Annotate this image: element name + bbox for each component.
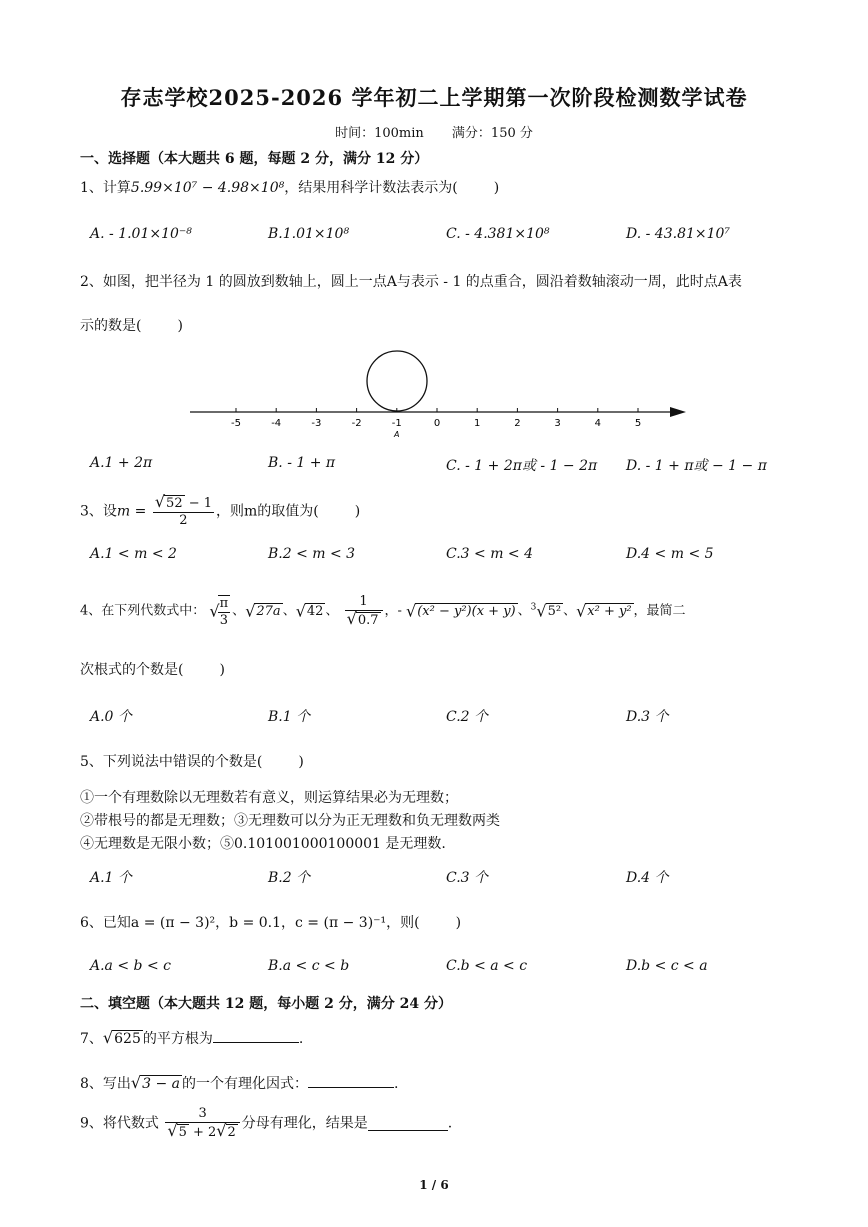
q1-stem-tail: ，结果用科学计数法表示为( xyxy=(284,180,458,196)
q2-option-c: C. - 1 + 2π或 - 1 − 2π xyxy=(446,458,598,474)
q6-option-c: C.b < a < c xyxy=(446,958,528,974)
q9-fraction: $\frac{3}{√5 + 2√2}$ xyxy=(165,1106,239,1141)
question-2: 2、如图，把半径为 1 的圆放到数轴上，圆上一点A与表示 - 1 的点重合，圆沿着数轴滚动一周，此时点A表 xyxy=(80,274,742,290)
q6-option-a: A.a < b < c xyxy=(90,958,171,974)
section-heading-fill: 二、填空题（本大题共 12 题，每小题 2 分，满分 24 分） xyxy=(80,996,452,1012)
axis-tick-label: 1 xyxy=(474,418,481,429)
q4-option-a: A.0 个 xyxy=(90,709,132,725)
question-2-cont: 示的数是( ) xyxy=(80,318,183,334)
section-heading-choice: 一、选择题（本大题共 6 题，每题 2 分，满分 12 分） xyxy=(80,151,429,167)
axis-tick-label: -2 xyxy=(351,418,362,429)
exam-time: 时间：100min xyxy=(335,126,424,141)
q2-option-a: A.1 + 2π xyxy=(90,455,153,471)
q3-option-a: A.1 < m < 2 xyxy=(90,546,177,562)
question-3: 3、设m = $\frac{√52 - 1}{2}$ ，则m的取值为( ) xyxy=(80,492,361,528)
q4-option-b: B.1 个 xyxy=(268,709,311,725)
question-6: 6、已知a = (π − 3)²，b = 0.1，c = (π − 3)⁻¹，则( ) xyxy=(80,915,462,931)
point-a-label: A xyxy=(394,430,400,439)
q7-answer-blank[interactable] xyxy=(213,1028,299,1043)
axis-arrow xyxy=(670,407,686,417)
q1-option-b: B.1.01×10⁸ xyxy=(268,226,350,242)
axis-tick-label: -4 xyxy=(271,418,282,429)
q3-option-c: C.3 < m < 4 xyxy=(446,546,534,562)
q5-statement-2: ②带根号的都是无理数；③无理数可以分为正无理数和负无理数两类 xyxy=(80,813,500,829)
exam-meta xyxy=(0,122,868,141)
q1-option-d: D. - 43.81×10⁷ xyxy=(626,226,731,242)
axis-tick-label: -5 xyxy=(231,418,241,429)
q2-option-d: D. - 1 + π或 − 1 − π xyxy=(626,458,767,474)
question-5: 5、下列说法中错误的个数是( ) xyxy=(80,754,304,770)
axis-tick-label: 4 xyxy=(594,418,601,429)
question-9: 9、将代数式 $\frac{3}{√5 + 2√2}$ 分母有理化，结果是 . xyxy=(80,1106,453,1140)
axis-tick-label: -1 xyxy=(391,418,402,429)
axis-tick-label: 3 xyxy=(554,418,561,429)
q6-option-b: B.a < c < b xyxy=(268,958,350,974)
q5-statement-3: ④无理数是无限小数；⑤0.101001000100001 是无理数. xyxy=(80,836,446,852)
axis-tick-label: 2 xyxy=(514,418,521,429)
question-4-cont: 次根式的个数是( ) xyxy=(80,662,225,678)
q4-option-d: D.3 个 xyxy=(626,709,669,725)
axis-tick-label: 5 xyxy=(634,418,642,429)
q1-stem: 1、计算 xyxy=(80,180,131,196)
question-7: 7、√625 的平方根为 . xyxy=(80,1028,304,1047)
q5-option-d: D.4 个 xyxy=(626,870,669,886)
q5-option-b: B.2 个 xyxy=(268,870,311,886)
q9-answer-blank[interactable] xyxy=(368,1116,448,1131)
axis-tick-label: 0 xyxy=(433,418,441,429)
exam-score: 满分：150 分 xyxy=(451,126,533,141)
question-4: 4、在下列代数式中： √ $\frac{\pi}{3}$ 、√27a 、√42 、 $\frac{1}{√0.7}$ ，- √(x² − y²)(x + y) 、$^3$√5² 、√x² + y² ，最简二 xyxy=(80,594,686,628)
q8-answer-blank[interactable] xyxy=(308,1073,394,1088)
page-number: 1 / 6 xyxy=(419,1178,449,1192)
q2-option-b: B. - 1 + π xyxy=(268,455,336,471)
axis-tick-label: -3 xyxy=(311,418,322,429)
q1-option-a: A. - 1.01×10⁻⁸ xyxy=(90,226,192,242)
q5-option-a: A.1 个 xyxy=(90,870,132,886)
q6-option-d: D.b < c < a xyxy=(626,958,708,974)
q3-option-d: D.4 < m < 5 xyxy=(626,546,714,562)
q3-fraction: $\frac{√52 - 1}{2}$ xyxy=(154,492,213,528)
page-title: 存志学校2025-2026 学年初二上学期第一次阶段检测数学试卷 xyxy=(120,85,748,110)
q3-option-b: B.2 < m < 3 xyxy=(268,546,356,562)
question-8: 8、写出√3 − a 的一个有理化因式： . xyxy=(80,1073,399,1092)
q5-option-c: C.3 个 xyxy=(446,870,489,886)
q5-statement-1: ①一个有理数除以无理数若有意义，则运算结果必为无理数； xyxy=(80,790,458,806)
rolling-circle xyxy=(367,351,427,411)
question-1: 1、计算5.99×10⁷ − 4.98×10⁸，结果用科学计数法表示为( ) xyxy=(80,180,500,196)
number-line-figure xyxy=(0,340,868,450)
q1-expression: 5.99×10⁷ − 4.98×10⁸ xyxy=(130,180,285,196)
q4-option-c: C.2 个 xyxy=(446,709,489,725)
q1-option-c: C. - 4.381×10⁸ xyxy=(446,226,550,242)
